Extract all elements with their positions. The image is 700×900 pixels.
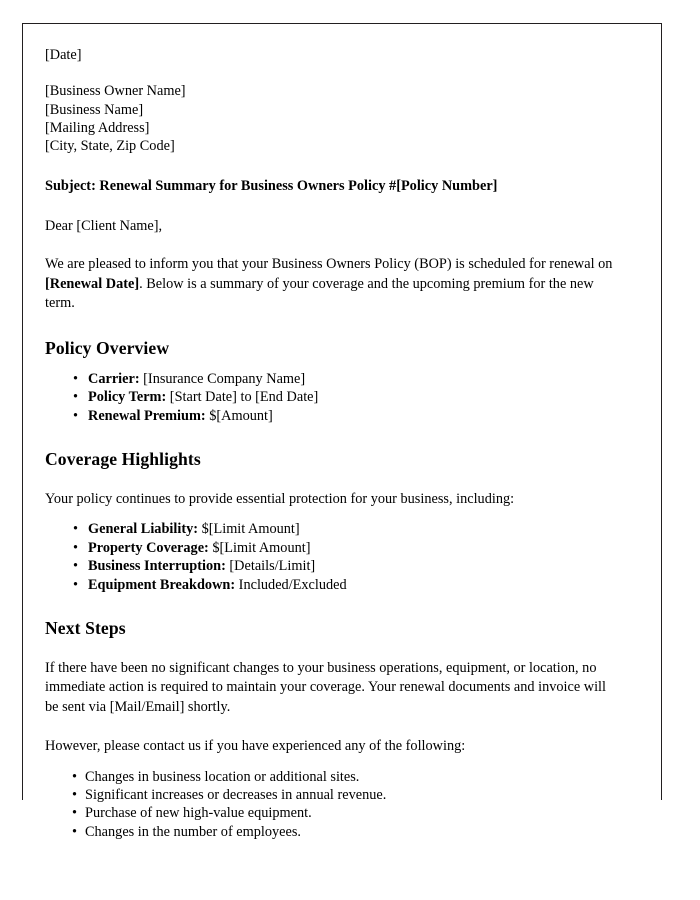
list-item-value: [Start Date] to [End Date]: [166, 389, 319, 406]
address-line: [Mailing Address]: [45, 119, 150, 136]
list-item: [45, 557, 620, 575]
intro-text-before: We are pleased to inform you that your Business Owners Policy (BOP) is scheduled for renewal on: [45, 256, 613, 273]
section-heading-next-steps: Next Steps: [45, 617, 126, 638]
address-line: [City, State, Zip Code]: [45, 138, 175, 155]
list-item-value: $[Limit Amount]: [208, 539, 311, 556]
list-item: • Changes in the number of employees.: [45, 823, 620, 841]
intro-paragraph: [45, 255, 620, 313]
list-item-label: Renewal Premium:: [88, 407, 206, 424]
list-item: [45, 388, 620, 406]
list-item: [45, 407, 620, 425]
next-steps-list: [45, 768, 620, 842]
section-heading-policy-overview: Policy Overview: [45, 337, 170, 358]
subject-line: Subject: Renewal Summary for Business Owners Policy #[Policy Number]: [45, 178, 498, 195]
next-steps-paragraph-1: If there have been no significant changes to your business operations, equipment, or location, no immediate action is required to maintain your coverage. Your renewal documents and invoice will be sent via [Mail/Email] shortly.: [45, 659, 606, 715]
date-line: [Date]: [45, 47, 82, 63]
list-item-value: [Details/Limit]: [225, 558, 316, 575]
address-line: [Business Owner Name]: [45, 83, 186, 100]
coverage-highlights-list: [45, 520, 620, 594]
document-body: [45, 24, 620, 841]
list-item-label: Policy Term:: [88, 389, 167, 406]
coverage-intro-paragraph: Your policy continues to provide essential protection for your business, including:: [45, 490, 515, 507]
list-item-label: Property Coverage:: [88, 539, 209, 556]
list-item: [45, 370, 620, 388]
list-item-label: Equipment Breakdown:: [88, 576, 236, 593]
list-item: • Purchase of new high-value equipment.: [45, 804, 620, 822]
list-item-label: Business Interruption:: [88, 558, 226, 575]
list-item: [45, 576, 620, 594]
list-item: • Changes in business location or additional sites.: [45, 768, 620, 786]
list-item: • Significant increases or decreases in annual revenue.: [45, 786, 620, 804]
recipient-address-block: [45, 82, 620, 155]
section-heading-coverage-highlights: Coverage Highlights: [45, 448, 201, 469]
list-item-value: [Insurance Company Name]: [139, 370, 306, 387]
next-steps-paragraph-2: However, please contact us if you have experienced any of the following:: [45, 738, 466, 755]
list-item-value: $[Limit Amount]: [198, 521, 300, 538]
list-item-label: General Liability:: [88, 521, 198, 538]
list-item: [45, 539, 620, 557]
salutation-line: Dear [Client Name],: [45, 217, 163, 234]
document-page: [22, 23, 662, 840]
policy-overview-list: [45, 370, 620, 425]
address-line: [Business Name]: [45, 101, 144, 118]
renewal-date-placeholder: [Renewal Date]: [45, 275, 140, 292]
list-item-label: Carrier:: [88, 370, 140, 387]
intro-text-after: . Below is a summary of your coverage and the upcoming premium for the new term.: [45, 275, 594, 312]
list-item-value: Included/Excluded: [235, 576, 347, 593]
list-item-value: $[Amount]: [205, 407, 273, 424]
list-item: [45, 520, 620, 538]
